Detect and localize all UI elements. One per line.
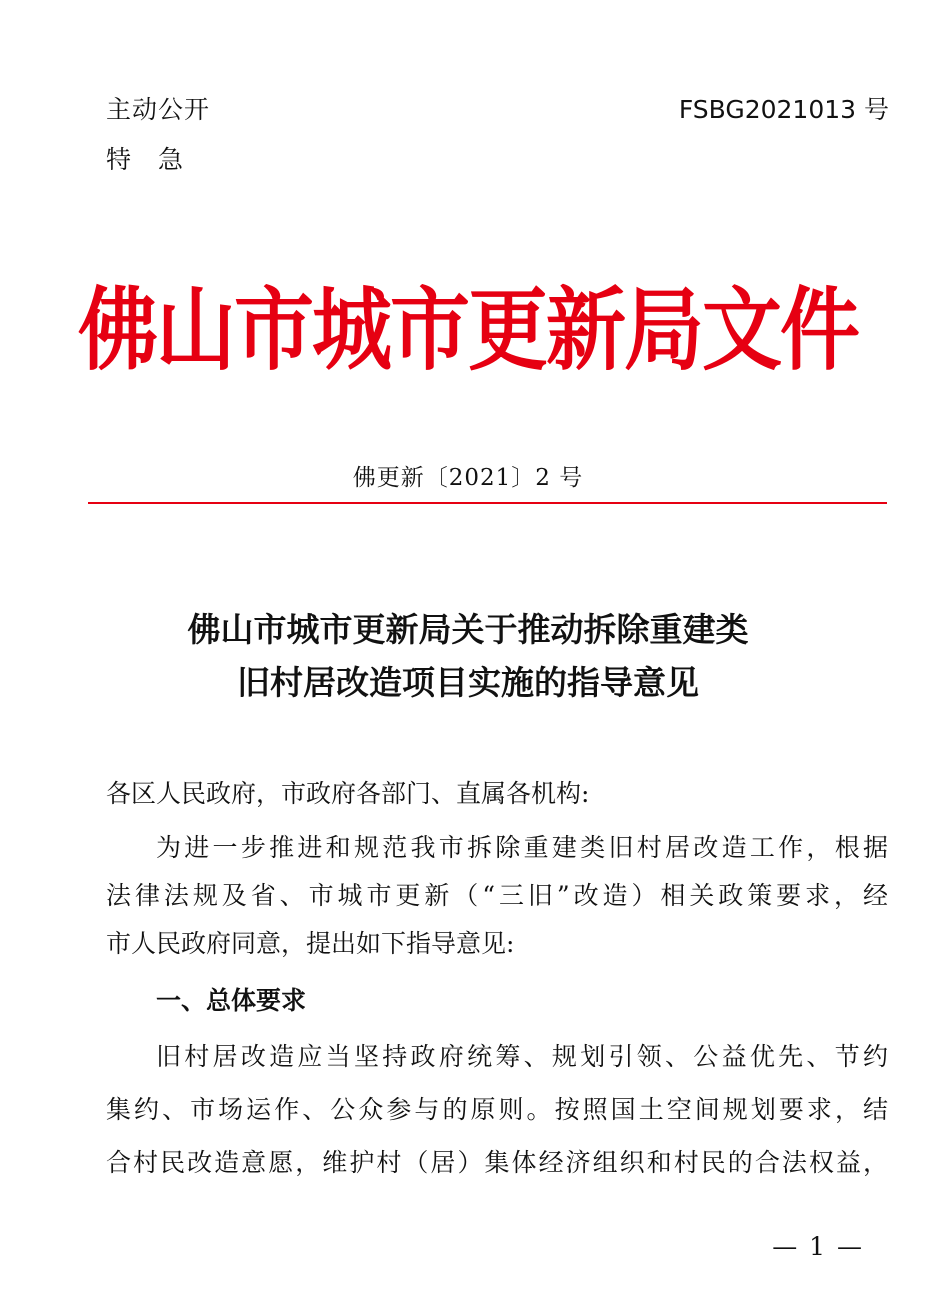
paragraph-line: 合村民改造意愿，维护村（居）集体经济组织和村民的合法权益，	[106, 1148, 888, 1177]
paragraph-line: 法律法规及省、市城市更新（“三旧”改造）相关政策要求，经	[106, 881, 888, 910]
disclosure-label: 主动公开	[106, 95, 211, 124]
paragraph-line: 集约、市场运作、公众参与的原则。按照国土空间规划要求，结	[106, 1095, 888, 1124]
issuer-title: 佛山市城市更新局文件	[78, 277, 858, 383]
paragraph-line: 旧村居改造应当坚持政府统筹、规划引领、公益优先、节约	[156, 1042, 888, 1071]
red-divider-line	[88, 502, 887, 504]
document-code: FSBG2021013 号	[678, 95, 889, 124]
section-heading: 一、总体要求	[156, 986, 307, 1015]
document-number: 佛更新〔2021〕2 号	[352, 465, 584, 491]
subject-title-line-2: 旧村居改造项目实施的指导意见	[237, 663, 699, 702]
urgency-label: 特急	[106, 145, 211, 174]
page-number: — 1 —	[772, 1232, 864, 1261]
addressee: 各区人民政府，市政府各部门、直属各机构:	[106, 779, 590, 808]
paragraph-line: 为进一步推进和规范我市拆除重建类旧村居改造工作，根据	[156, 833, 888, 862]
paragraph-line: 市人民政府同意，提出如下指导意见:	[106, 929, 515, 958]
subject-title-line-1: 佛山市城市更新局关于推动拆除重建类	[187, 610, 749, 649]
